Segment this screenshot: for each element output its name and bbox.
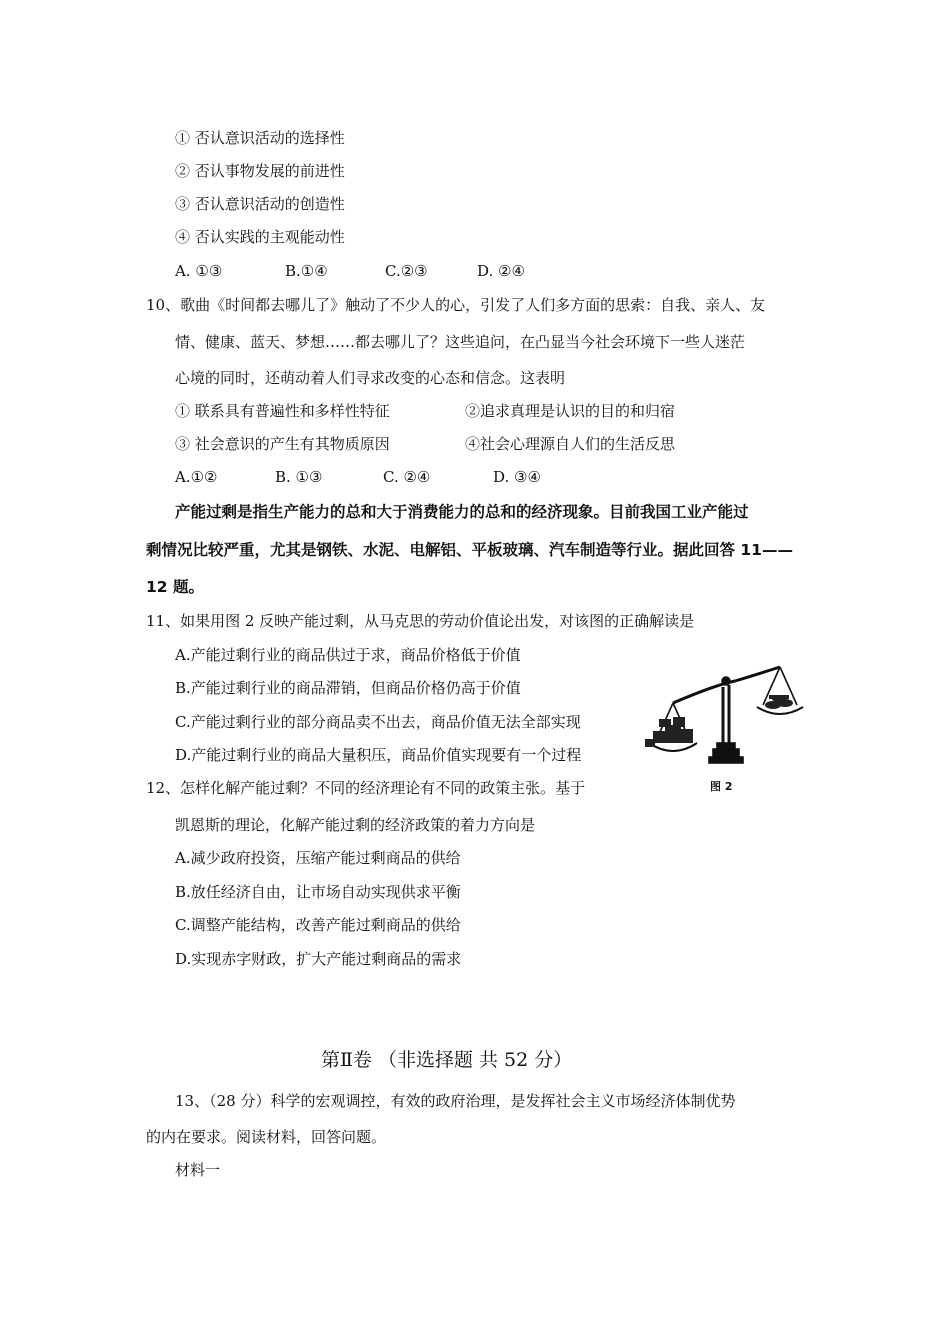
q10-stem-line-2: 情、健康、蓝天、梦想……都去哪儿了？这些追问，在凸显当今社会环境下一些人迷茫 <box>175 333 746 351</box>
q9-option-d: D. ②④ <box>477 262 525 280</box>
q9-options <box>175 261 525 281</box>
q9-item-3: ③ 否认意识活动的创造性 <box>175 195 345 213</box>
q9-option-c: C.②③ <box>385 262 428 280</box>
material-line-2: 剩情况比较严重，尤其是钢铁、水泥、电解铝、平板玻璃、汽车制造等行业。据此回答 11—— <box>146 541 793 559</box>
figure-caption: 图 2 <box>710 780 733 793</box>
q12-stem-line-2: 凯恩斯的理论，化解产能过剩的经济政策的着力方向是 <box>175 816 536 834</box>
q10-option-d: D. ③④ <box>493 468 541 486</box>
q12-option-a: A.减少政府投资，压缩产能过剩商品的供给 <box>175 849 461 867</box>
q9-option-a: A. ①③ <box>175 262 223 280</box>
q12-option-b: B.放任经济自由，让市场自动实现供求平衡 <box>175 883 461 901</box>
q13-line-2: 的内在要求。阅读材料，回答问题。 <box>146 1128 387 1146</box>
section-2-title: 第Ⅱ卷 （非选择题 共 52 分） <box>321 1049 573 1071</box>
q10-stem-line-1: 10、歌曲《时间都去哪儿了》触动了不少人的心，引发了人们多方面的思索：自我、亲人、友 <box>146 296 766 314</box>
q11-option-c: C.产能过剩行业的部分商品卖不出去，商品价值无法全部实现 <box>175 713 581 731</box>
q11-stem: 11、如果用图 2 反映产能过剩，从马克思的劳动价值论出发，对该图的正确解读是 <box>146 612 695 630</box>
q9-item-2: ② 否认事物发展的前进性 <box>175 162 345 180</box>
q11-option-b: B.产能过剩行业的商品滞销，但商品价格仍高于价值 <box>175 679 521 697</box>
q10-item-2: ②追求真理是认识的目的和归宿 <box>465 402 676 420</box>
q10-stem-line-3: 心境的同时，还萌动着人们寻求改变的心态和信念。这表明 <box>175 369 566 387</box>
q11-option-d: D.产能过剩行业的商品大量积压，商品价值实现要有一个过程 <box>175 746 582 764</box>
q9-option-b: B.①④ <box>285 262 328 280</box>
q13-line-1: 13、（28 分）科学的宏观调控，有效的政府治理，是发挥社会主义市场经济体制优势 <box>175 1092 736 1110</box>
q10-option-a: A.①② <box>175 468 218 486</box>
q10-option-b: B. ①③ <box>275 468 323 486</box>
q10-items-row-2 <box>175 434 675 454</box>
q10-items-row-1 <box>175 401 675 421</box>
q10-item-4: ④社会心理源自人们的生活反思 <box>465 435 676 453</box>
material-line-3: 12 题。 <box>146 578 204 596</box>
q10-options <box>175 467 541 487</box>
material-line-1: 产能过剩是指生产能力的总和大于消费能力的总和的经济现象。目前我国工业产能过 <box>175 503 749 521</box>
q10-option-c: C. ②④ <box>383 468 431 486</box>
q12-option-d: D.实现赤字财政，扩大产能过剩商品的需求 <box>175 950 462 968</box>
q12-stem-line-1: 12、怎样化解产能过剩？不同的经济理论有不同的政策主张。基于 <box>146 779 586 797</box>
q13-material-label: 材料一 <box>175 1161 221 1179</box>
q12-option-c: C.调整产能结构，改善产能过剩商品的供给 <box>175 916 461 934</box>
q11-option-a: A.产能过剩行业的商品供过于求，商品价格低于价值 <box>175 646 521 664</box>
q9-item-1: ① 否认意识活动的选择性 <box>175 129 345 147</box>
q10-item-1: ① 联系具有普遍性和多样性特征 <box>175 402 390 420</box>
q10-item-3: ③ 社会意识的产生有其物质原因 <box>175 435 390 453</box>
q9-item-4: ④ 否认实践的主观能动性 <box>175 228 345 246</box>
balance-scale-figure <box>645 655 815 795</box>
